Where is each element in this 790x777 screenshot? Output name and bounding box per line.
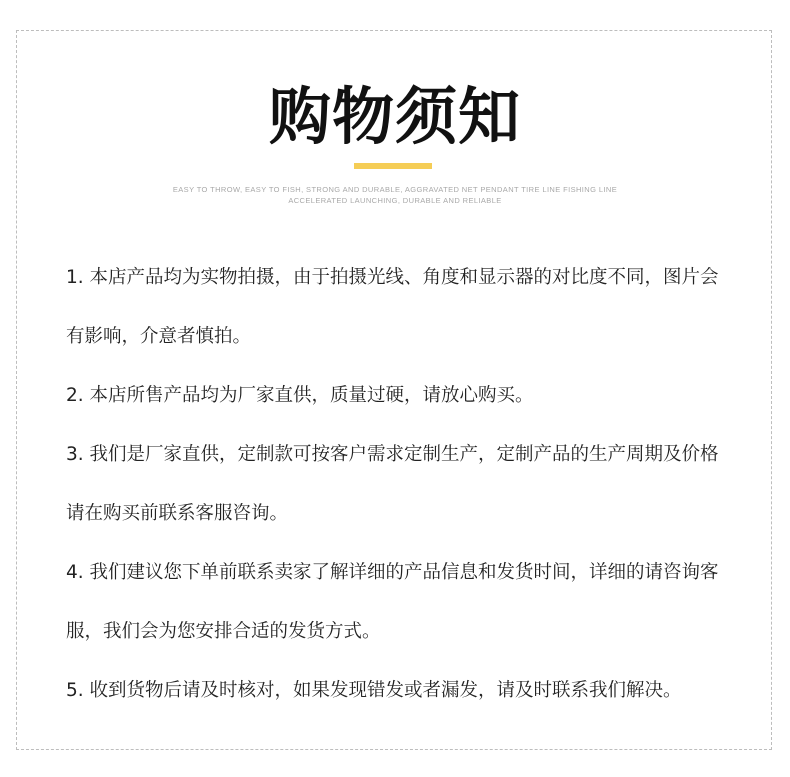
page-subtitle: EASY TO THROW, EASY TO FISH, STRONG AND DURABLE, AGGRAVATED NET PENDANT TIRE LINE FISHING LINE ACCELERATED LAUNCHING, DURABLE AND RELIABLE: [172, 185, 618, 205]
notice-item-5: 5. 收到货物后请及时核对，如果发现错发或者漏发，请及时联系我们解决。: [66, 680, 682, 701]
page-title: 购物须知: [268, 80, 521, 153]
notice-item-4: 4. 我们建议您下单前联系卖家了解详细的产品信息和发货时间，详细的请咨询客服，我们会为您安排合适的发货方式。: [66, 562, 719, 642]
notice-list: [66, 248, 732, 720]
notice-item-3: 3. 我们是厂家直供，定制款可按客户需求定制生产，定制产品的生产周期及价格请在购买前联系客服咨询。: [66, 444, 719, 524]
notice-item-1: 1. 本店产品均为实物拍摄，由于拍摄光线、角度和显示器的对比度不同，图片会有影响，介意者慎拍。: [66, 267, 719, 347]
notice-item-2: 2. 本店所售产品均为厂家直供，质量过硬，请放心购买。: [66, 385, 534, 406]
title-accent-bar: [354, 163, 432, 169]
